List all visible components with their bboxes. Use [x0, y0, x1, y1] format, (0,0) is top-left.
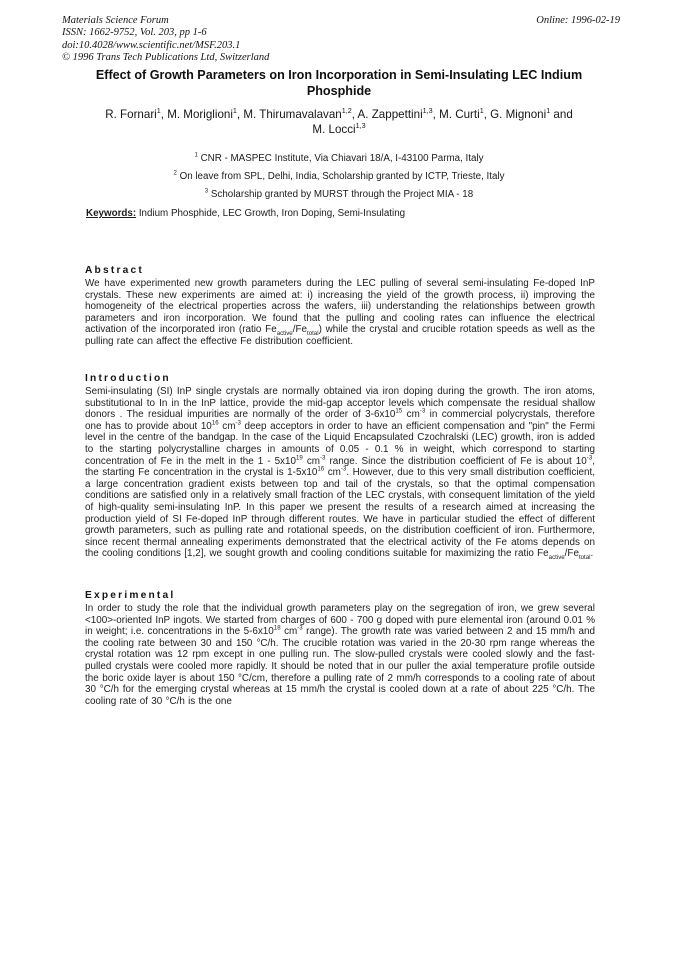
journal-doi-line: doi:10.4028/www.scientific.net/MSF.203.1 — [62, 39, 241, 51]
section-introduction — [85, 373, 595, 560]
journal-issn-line: ISSN: 1662-9752, Vol. 203, pp 1-6 — [62, 27, 207, 39]
section-experimental — [85, 590, 595, 707]
introduction-heading: Introduction — [85, 373, 171, 384]
affiliation-list — [84, 150, 594, 204]
abstract-heading: Abstract — [85, 265, 144, 276]
keywords-line — [86, 208, 596, 219]
paper-title: Effect of Growth Parameters on Iron Incorporation in Semi-Insulating LEC Indium Phosphide — [95, 68, 583, 98]
section-abstract — [85, 265, 595, 348]
online-date: Online: 1996-02-19 — [536, 15, 620, 26]
author-list: R. Fornari$^1$, M. Moriglioni$^1$, M. Thirumavalavan$^{1,2}$, A. Zappettini$^{1,3}$, M. Curti$^1$, G. Mignoni$^1$ and M. Locci$^{1,3}$ — [105, 106, 573, 136]
journal-name: Materials Science Forum — [62, 15, 169, 26]
keywords-label: Keywords: — [86, 208, 137, 219]
affiliation-3: $^3$ Scholarship granted by MURST through the Project MIA - 18 — [204, 188, 474, 200]
abstract-body: We have experimented new growth parameters during the LEC pulling of several semi-insulating Fe-doped InP crystals. These new experiments are aimed at: i) increasing the yield of the growth process, ii) improving the homogeneity of the electrical properties across the wafers, iii) understanding the relationships between growth parameters and iron incorporation. We found that the pulling and cooling rates can influence the electrical activation of the incorporated iron (ratio $Fe_{active}/Fe_{total}$) while the crystal and crucible rotation speeds as well as the pulling rate can affect the effective Fe distribution coefficient. — [85, 278, 595, 347]
introduction-body: Semi-insulating (SI) InP single crystals are normally obtained via iron doping during the growth. The iron atoms, substitutional to In in the InP lattice, provide the mid-gap acceptor levels which compensate the residual shallow donors . The residual impurities are normally of the order of $3-6x10^{15}$ $cm^{-3}$ in commercial polycrystals, therefore one has to provide about $10^{16}$ $cm^{-3}$ deep acceptors in order to have an efficient compensation and "pin" the Fermi level in the centre of the bandgap. In the case of the Liquid Encapsulated Czochralski (LEC) growth, iron is added to the starting polycrystalline charges in amounts of 0.05 - 0.1 % in weight, which correspond to starting concentration of Fe in the melt in the $1 - 5x10^{19}$ $cm^{-3}$ range. Since the distribution coefficient of Fe is about $10^{-3}$, the starting Fe concentration in the crystal is $1-5x10^{16}$ $cm^{-3}$. However, due to this very small distribution coefficient, a large concentration gradient exists between top and tail of the crystals, so that the optimal compensation conditions are satisfied only in a relatively small fraction of the LEC crystals, with consequent limitation of the yield of high-quality semi-insulating InP. In this paper we present the results of a research aimed at increasing the production yield of SI Fe-doped InP through different routes. We have in particular studied the effect of different growth parameters, such as pulling rate and rotational speeds, on the distribution coefficient of iron. Furthermore, since recent thermal annealing experiments demonstrated that the electrical activity of the Fe atoms depends on the cooling conditions [1,2], we sought growth and cooling conditions suitable for maximizing the ratio $Fe_{active}/Fe_{total}$. — [85, 386, 595, 562]
experimental-heading: Experimental — [85, 590, 176, 601]
affiliation-2: $^2$ On leave from SPL, Delhi, India, Scholarship granted by ICTP, Trieste, Italy — [173, 170, 505, 182]
journal-header-left — [62, 15, 269, 65]
journal-copyright-line: © 1996 Trans Tech Publications Ltd, Switzerland — [62, 52, 270, 64]
keywords-text: Indium Phosphide, LEC Growth, Iron Doping, Semi-Insulating — [136, 208, 406, 219]
experimental-body: In order to study the role that the individual growth parameters play on the segregation of iron, we grew several <100>-oriented InP ingots. We started from charges of 600 - 700 g doped with pure elemental iron (around 0.01 % in weight; i.e. concentrations in the $5-6x10^{18}$ $cm^{-3}$ range). The growth rate was varied between 2 and 15 mm/h and the cooling rate between 30 and 150 °C/h. The crucible rotation was varied in the 20-30 rpm range whereas the crystal rotation was 12 rpm except in one pulling run. The slow-pulled crystals were cooled slowly and the fast-pulled crystals were cooled more rapidly. It should be noted that in our puller the axial temperature profile outside the boric oxide layer is about 150 °C/cm, therefore a pulling rate of 2 mm/h corresponds to a cooling rate of about 30 °C/h for the emerging crystal whereas at 15 mm/h the crystal is cooled down at a rate of about 225 °C/h. The cooling rate of 30 °C/h is the one — [85, 603, 595, 707]
affiliation-1: $^1$ CNR - MASPEC Institute, Via Chiavari 18/A, I-43100 Parma, Italy — [194, 152, 484, 164]
journal-header — [62, 15, 620, 65]
